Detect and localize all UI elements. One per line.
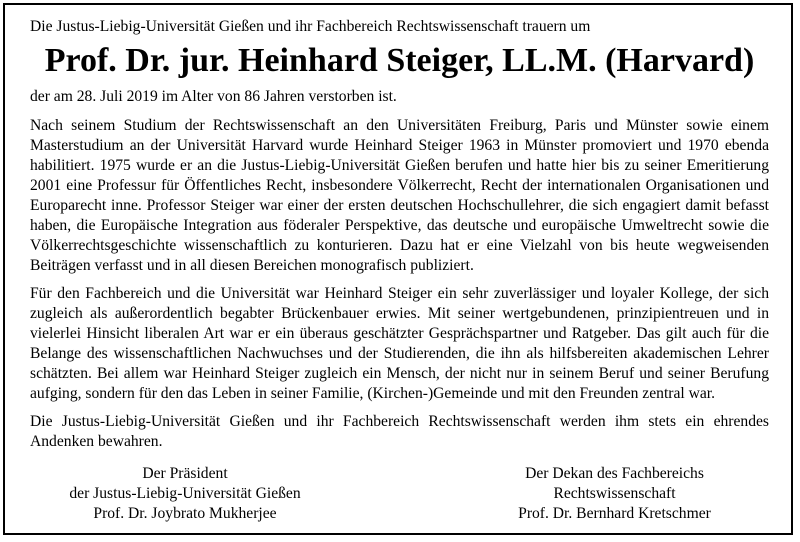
- signature-role: Der Präsident: [142, 465, 228, 482]
- signature-institution: Rechtswissenschaft: [553, 485, 676, 502]
- obituary-notice: [30, 17, 769, 528]
- dean-signature: [460, 464, 769, 524]
- death-date-line: der am 28. Juli 2019 im Alter von 86 Jahren verstorben ist.: [30, 88, 397, 105]
- intro-line: Die Justus-Liebig-Universität Gießen und ihr Fachbereich Rechtswissenschaft trauern um: [30, 18, 591, 35]
- signature-person: Prof. Dr. Bernhard Kretschmer: [518, 505, 711, 522]
- deceased-name: Prof. Dr. jur. Heinhard Steiger, LL.M. (Harvard): [44, 42, 755, 79]
- signature-person: Prof. Dr. Joybrato Mukherjee: [93, 505, 277, 522]
- biography-paragraph: Nach seinem Studium der Rechtswissenschaft an den Universitäten Freiburg, Paris und Münster sowie einem Masterstudium an der Universität Harvard wurde Heinhard Steiger 1963 in Münster promoviert und 1970 ebenda habilitiert. 1975 wurde er an die Justus-Liebig-Universität Gießen berufen und hatte hier bis zu seiner Emeritierung 2001 eine Professur für Öffentliches Recht, insbesondere Völkerrecht, Recht der internationalen Organisationen und Europarecht inne. Professor Steiger war einer der ersten deutschen Hochschullehrer, die sich engagiert damit befasst haben, die Europäische Integration aus föderaler Perspektive, das deutsche und europäische Umweltrecht sowie die Völkerrechtsgeschichte wissenschaftlich zu konturieren. Dazu hat er eine Vielzahl von bis heute wegweisenden Beiträgen verfasst und in all diesen Bereichen monografisch publiziert.: [30, 117, 769, 274]
- signature-institution: der Justus-Liebig-Universität Gießen: [69, 485, 301, 502]
- closing-paragraph: Die Justus-Liebig-Universität Gießen und ihr Fachbereich Rechtswissenschaft werden ihm stets ein ehrendes Andenken bewahren.: [30, 413, 769, 450]
- tribute-paragraph: Für den Fachbereich und die Universität war Heinhard Steiger ein sehr zuverlässiger und loyaler Kollege, der sich zugleich als außerordentlich begabter Brückenbauer erwies. Mit seiner wertgebundenen, prinzipientreuen und in vielerlei Hinsicht liberalen Art war er ein überaus geschätzter Gesprächspartner und Ratgeber. Das gilt auch für die Belange des wissenschaftlichen Nachwuchses und der Studierenden, die ihn als hilfsbereiten akademischen Lehrer schätzten. Bei allem war Heinhard Steiger zugleich ein Mensch, der nicht nur in seinem Beruf und seiner Berufung aufging, sondern für den das Leben in seiner Familie, (Kirchen-)Gemeinde und mit den Freunden zentral war.: [30, 285, 769, 402]
- president-signature: [30, 464, 340, 524]
- signature-block: [30, 464, 769, 528]
- signature-role: Der Dekan des Fachbereichs: [525, 465, 704, 482]
